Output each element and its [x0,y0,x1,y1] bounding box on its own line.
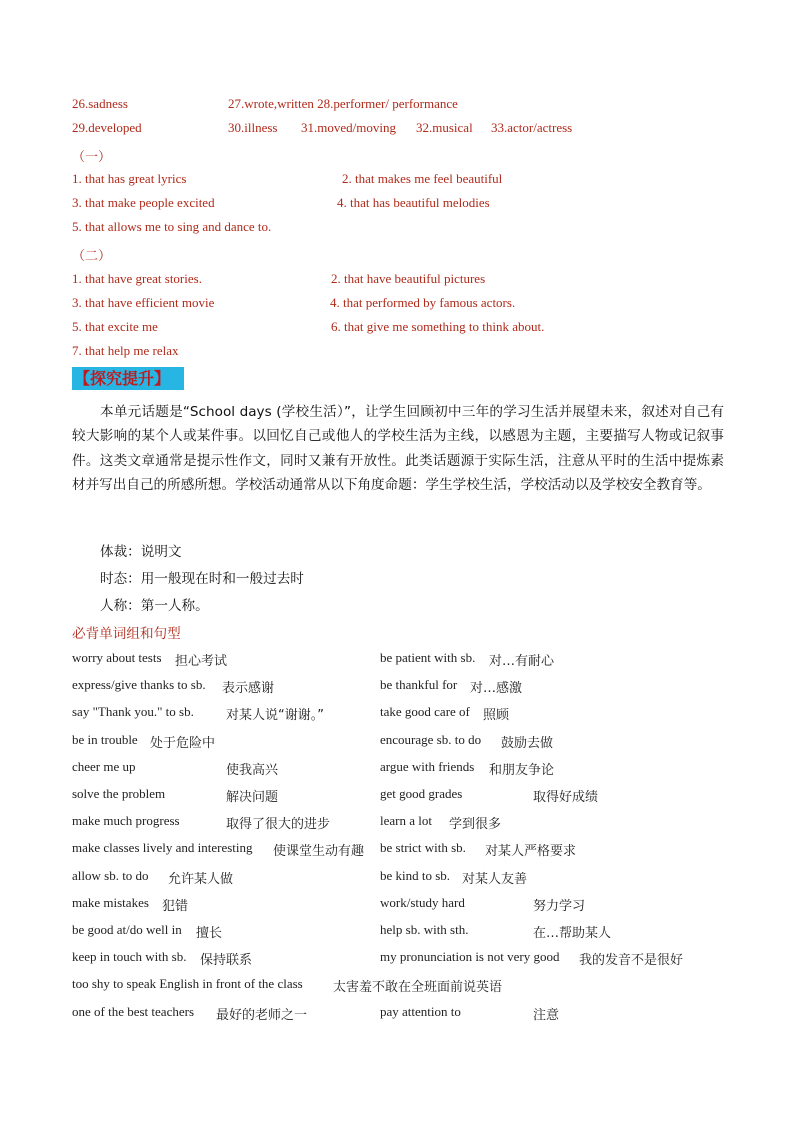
part2-item: 3. that have efficient movie [72,295,215,310]
answer-32: 32.musical [416,120,473,135]
phrase-en: say "Thank you." to sb. [72,704,194,720]
phrase-cn: 保持联系 [200,953,253,969]
phrase-en: pay attention to [380,1003,461,1019]
answer-33: 33.actor/actress [491,120,573,135]
phrase-en: help sb. with sth. [380,922,469,937]
phrase-cn: 取得好成绩 [533,790,599,805]
phrase-en: make much progress [72,813,180,829]
phrase-en: be in trouble [72,731,138,747]
part2-item: 6. that give me something to think about. [331,319,545,334]
phrase-cn: 擅长 [196,926,223,941]
phrase-en: learn a lot [380,813,432,829]
phrase-en: worry about tests [72,650,162,665]
phrase-en: be kind to sb. [380,867,451,883]
part1-item: 2. that makes me feel beautiful [342,171,503,186]
phrase-en: one of the best teachers [72,1003,195,1019]
part2-item: 2. that have beautiful pictures [331,271,486,286]
phrase-en: be patient with sb. [380,650,476,665]
phrase-cn: 最好的老师之一 [216,1007,308,1023]
phrase-cn: 允许某人做 [168,871,234,887]
phrase-en: allow sb. to do [72,867,149,883]
part2-item: 5. that excite me [72,319,158,334]
phrases-title: 必背单词组和句型 [72,626,181,642]
phrase-en: keep in touch with sb. [72,949,187,965]
phrase-en: encourage sb. to do [380,731,482,747]
part2-item: 7. that help me relax [72,343,179,358]
phrase-en: too shy to speak English in front of the class [72,976,303,992]
phrase-cn: 鼓励去做 [501,735,554,751]
phrase-en: get good grades [380,786,463,801]
phrase-en: express/give thanks to sb. [72,677,206,693]
phrase-cn: 犯错 [162,898,189,914]
genre-line: 体裁：说明文 [100,544,182,560]
phrase-en: work/study hard [380,894,465,910]
phrase-cn: 注意 [533,1007,560,1023]
phrase-cn: 学到很多 [449,817,502,833]
phrase-cn: 努力学习 [533,898,586,914]
phrase-cn: 解决问题 [226,790,279,805]
phrase-cn: 对…有耐心 [489,654,555,669]
part1-item: 3. that make people excited [72,195,215,210]
part2-item: 1. that have great stories. [72,271,202,286]
section-paragraph: 本单元话题是“School days (学校生活）”，让学生回顾初中三年的学习生活并展望未来，叙述对自己有较大影响的某个人或某件事。以回忆自己或他人的学校生活为主线，以感恩为主题，主要描写人物或记叙事件。这类文章通常是提示性作文，同时又兼有开放性。此类话题源于实际生活，注意从平时的生活中提炼素材并写出自己的所感所想。学校活动通常从以下角度命题：学生学校生活，学校活动以及学校安全教育等。 [72,404,724,494]
phrase-en: my pronunciation is not very good [380,949,560,965]
phrase-en: make mistakes [72,894,149,910]
phrase-cn: 对某人说“谢谢。” [226,708,324,724]
answer-26: 26.sadness [72,96,128,111]
phrase-cn: 使课堂生动有趣 [273,844,365,860]
part2-label: （二） [72,248,112,263]
part1-item: 5. that allows me to sing and dance to. [72,219,272,234]
answer-27-28: 27.wrote,written 28.performer/ performance [228,96,458,111]
phrase-cn: 处于危险中 [150,735,216,751]
phrase-en: be thankful for [380,677,458,693]
answer-31: 31.moved/moving [301,120,396,135]
phrase-en: make classes lively and interesting [72,840,253,856]
person-line: 人称：第一人称。 [100,598,209,614]
part1-label: （一） [72,149,112,164]
phrase-en: be good at/do well in [72,922,182,937]
phrase-cn: 担心考试 [175,654,228,669]
answer-30: 30.illness [228,120,278,135]
phrase-en: take good care of [380,704,470,720]
phrase-cn: 表示感谢 [222,681,275,697]
phrase-cn: 对某人严格要求 [485,844,577,860]
phrase-cn: 对某人友善 [462,871,528,887]
phrase-cn: 取得了很大的进步 [226,817,331,833]
phrase-en: solve the problem [72,786,166,801]
part1-item: 1. that has great lyrics [72,171,187,186]
phrase-cn: 太害羞不敢在全班面前说英语 [333,980,503,996]
tense-line: 时态：用一般现在时和一般过去时 [100,571,304,587]
phrase-cn: 使我高兴 [226,762,279,778]
answer-29: 29.developed [72,120,142,135]
phrase-cn: 我的发音不是很好 [579,953,684,969]
section-title: 【探究提升】 [72,367,184,390]
phrase-cn: 照顾 [483,708,510,724]
phrase-cn: 对…感激 [470,681,523,697]
phrase-cn: 在…帮助某人 [533,926,612,941]
phrase-en: be strict with sb. [380,840,466,856]
phrase-cn: 和朋友争论 [489,762,555,778]
phrase-en: argue with friends [380,758,475,774]
phrase-en: cheer me up [72,758,136,774]
part2-item: 4. that performed by famous actors. [330,295,516,310]
part1-item: 4. that has beautiful melodies [337,195,490,210]
